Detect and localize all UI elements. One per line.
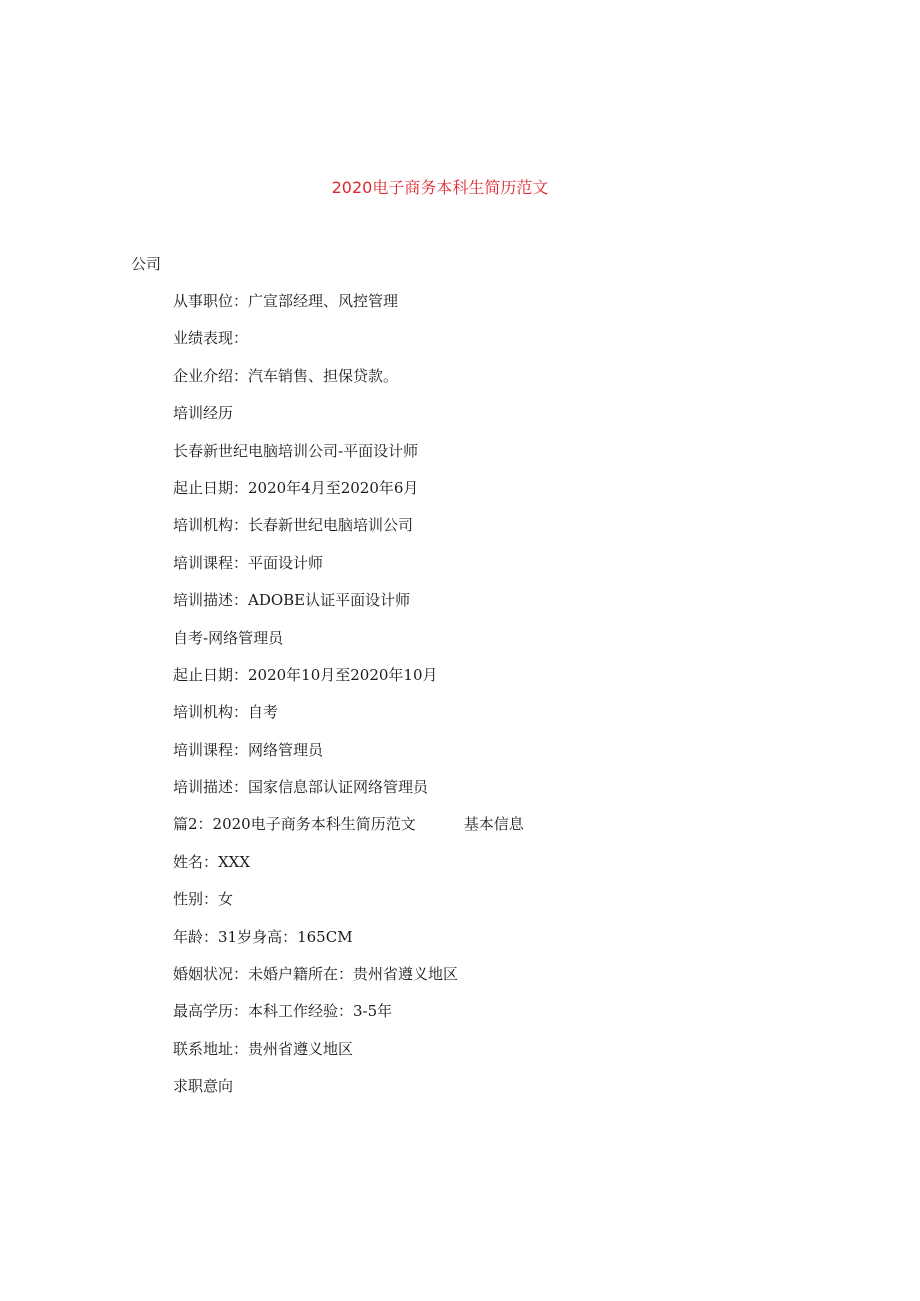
- text-line-training-1: 长春新世纪电脑培训公司-平面设计师: [173, 441, 419, 460]
- text-line-position: 从事职位：广宣部经理、风控管理: [173, 292, 399, 310]
- text-line-job-intention: 求职意向: [173, 1077, 234, 1096]
- text-line-education-experience: 最高学历：本科工作经验：3-5年: [173, 1002, 393, 1021]
- text-line-age-height: 年龄：31岁身高：165CM: [173, 927, 353, 946]
- text-line-marital-hometown: 婚姻状况：未婚户籍所在：贵州省遵义地区: [173, 965, 459, 984]
- text-line-training-1-description: 培训描述：ADOBE认证平面设计师: [173, 591, 411, 610]
- text-line-address: 联系地址：贵州省遵义地区: [173, 1039, 354, 1058]
- document-body: [173, 290, 524, 1113]
- text-line-training-1-course: 培训课程：平面设计师: [173, 553, 324, 572]
- text-line-training-1-dates: 起止日期：2020年4月至2020年6月: [173, 478, 419, 497]
- text-line-gender: 性别：女: [173, 890, 234, 909]
- text-line-performance: 业绩表现：: [173, 329, 249, 348]
- text-line-training-2-dates: 起止日期：2020年10月至2020年10月: [173, 665, 438, 684]
- section-2-heading: 篇2：2020电子商务本科生简历范文: [173, 815, 416, 834]
- document-title: 2020电子商务本科生简历范文: [331, 178, 549, 197]
- text-line-training-1-institution: 培训机构：长春新世纪电脑培训公司: [173, 516, 414, 535]
- section-2-heading-line: [173, 813, 524, 850]
- text-line-training-2-description: 培训描述：国家信息部认证网络管理员: [173, 778, 429, 797]
- text-line-name: 姓名：XXX: [173, 852, 251, 871]
- company-line: 公司: [131, 255, 162, 273]
- basic-info-heading: 基本信息: [463, 815, 524, 834]
- text-line-training-2: 自考-网络管理员: [173, 628, 284, 647]
- text-line-training-2-institution: 培训机构：自考: [173, 703, 279, 722]
- text-line-company-intro: 企业介绍：汽车销售、担保贷款。: [173, 366, 399, 385]
- text-line-training-2-course: 培训课程：网络管理员: [173, 740, 324, 759]
- text-line-training-heading: 培训经历: [173, 404, 234, 423]
